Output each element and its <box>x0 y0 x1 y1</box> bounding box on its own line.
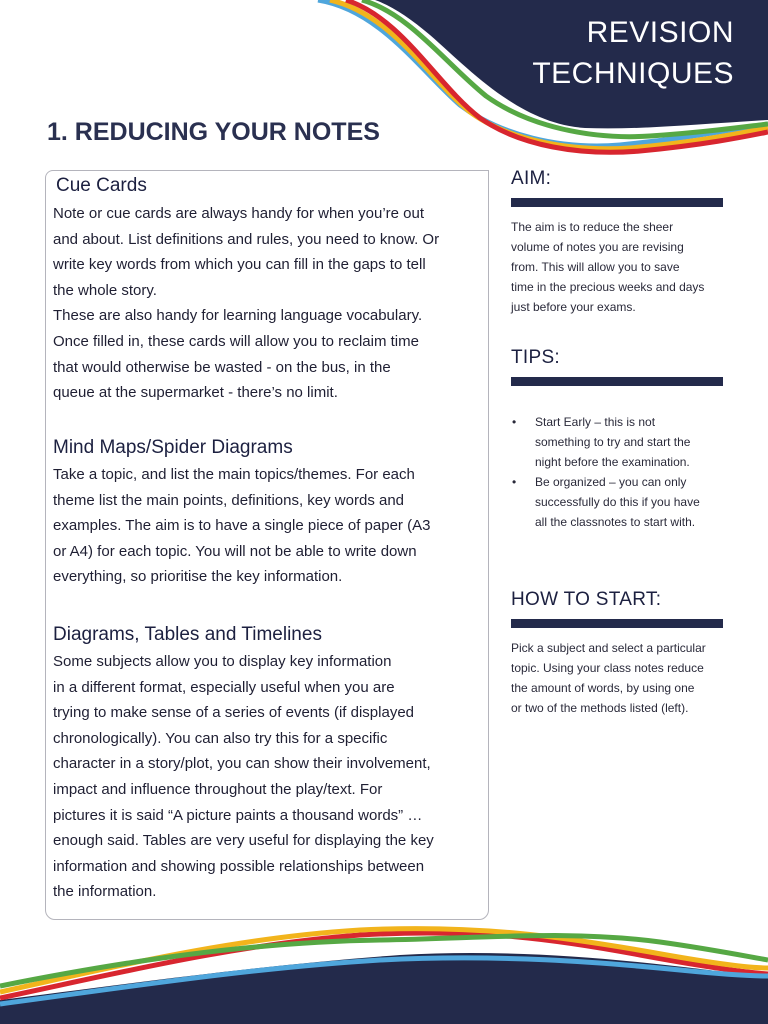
bullet-icon: • <box>512 415 517 429</box>
text-line: queue at the supermarket - there’s no limit. <box>53 384 338 402</box>
text-line: Once filled in, these cards will allow you to reclaim time <box>53 332 419 350</box>
aim-body <box>511 217 723 317</box>
text-line: and about. List definitions and rules, you need to know. Or <box>53 230 440 248</box>
text-line: impact and influence throughout the play/text. For <box>53 780 383 798</box>
tips-list <box>511 412 723 532</box>
text-line: time in the precious weeks and days <box>511 280 705 294</box>
text-line: or two of the methods listed (left). <box>511 701 689 715</box>
text-line: chronologically). You can also try this for a specific <box>53 729 388 747</box>
text-line: that would otherwise be wasted - on the bus, in the <box>53 358 391 376</box>
aim-divider <box>511 198 723 207</box>
text-line: The aim is to reduce the sheer <box>511 220 674 234</box>
text-line: Start Early – this is not <box>535 415 656 429</box>
text-line: These are also handy for learning language vocabulary. <box>53 307 423 325</box>
how-to-start-panel <box>511 589 723 718</box>
tips-heading: TIPS: <box>511 347 561 368</box>
text-line: Be organized – you can only <box>535 475 687 489</box>
text-line: write key words from which you can fill in the gaps to tell <box>53 256 426 274</box>
diagrams-section <box>53 622 483 905</box>
text-line: Pick a subject and select a particular <box>511 641 706 655</box>
mind-maps-body <box>53 462 483 590</box>
text-line: all the classnotes to start with. <box>535 515 696 529</box>
tips-panel <box>511 347 723 532</box>
page-heading: 1. REDUCING YOUR NOTES <box>47 118 380 146</box>
text-line: night before the examination. <box>535 455 690 469</box>
cue-cards-heading: Cue Cards <box>56 175 147 196</box>
text-line: the whole story. <box>53 281 157 299</box>
list-item <box>511 412 723 472</box>
text-line: enough said. Tables are very useful for displaying the key <box>53 832 434 850</box>
text-line: everything, so prioritise the key information. <box>53 568 343 586</box>
text-line: the amount of words, by using one <box>511 681 695 695</box>
aim-panel <box>511 168 723 317</box>
text-line: character in a story/plot, you can show their involvement, <box>53 755 431 773</box>
text-line: successfully do this if you have <box>535 495 700 509</box>
mind-maps-heading: Mind Maps/Spider Diagrams <box>53 437 293 458</box>
text-line: from. This will allow you to save <box>511 260 680 274</box>
text-line: pictures it is said “A picture paints a thousand words” … <box>53 806 423 824</box>
text-line: theme list the main points, definitions, key words and <box>53 491 405 509</box>
text-line: trying to make sense of a series of events (if displayed <box>53 704 415 722</box>
text-line: the information. <box>53 883 157 901</box>
tips-divider <box>511 377 723 386</box>
text-line: something to try and start the <box>535 435 691 449</box>
mind-maps-section <box>53 435 483 590</box>
text-line: or A4) for each topic. You will not be able to write down <box>53 542 417 560</box>
cue-cards-section <box>53 173 483 406</box>
text-line: examples. The aim is to have a single piece of paper (A3 <box>53 517 431 535</box>
diagrams-body <box>53 649 483 905</box>
diagrams-heading: Diagrams, Tables and Timelines <box>53 624 322 645</box>
text-line: information and showing possible relationships between <box>53 857 425 875</box>
how-to-start-heading: HOW TO START: <box>511 589 662 610</box>
title-line-1: REVISION <box>586 16 734 49</box>
cue-cards-body <box>53 201 483 406</box>
title-line-2: TECHNIQUES <box>532 57 734 90</box>
list-item <box>511 472 723 532</box>
text-line: Note or cue cards are always handy for when you’re out <box>53 205 425 222</box>
text-line: volume of notes you are revising <box>511 240 684 254</box>
document-title <box>532 12 734 94</box>
how-to-start-divider <box>511 619 723 628</box>
text-line: topic. Using your class notes reduce <box>511 661 704 675</box>
aim-heading: AIM: <box>511 168 552 189</box>
how-to-start-body <box>511 638 723 718</box>
text-line: Some subjects allow you to display key information <box>53 653 392 670</box>
text-line: just before your exams. <box>511 300 636 314</box>
text-line: in a different format, especially useful when you are <box>53 678 395 696</box>
bullet-icon: • <box>512 475 517 489</box>
text-line: Take a topic, and list the main topics/themes. For each <box>53 466 415 483</box>
